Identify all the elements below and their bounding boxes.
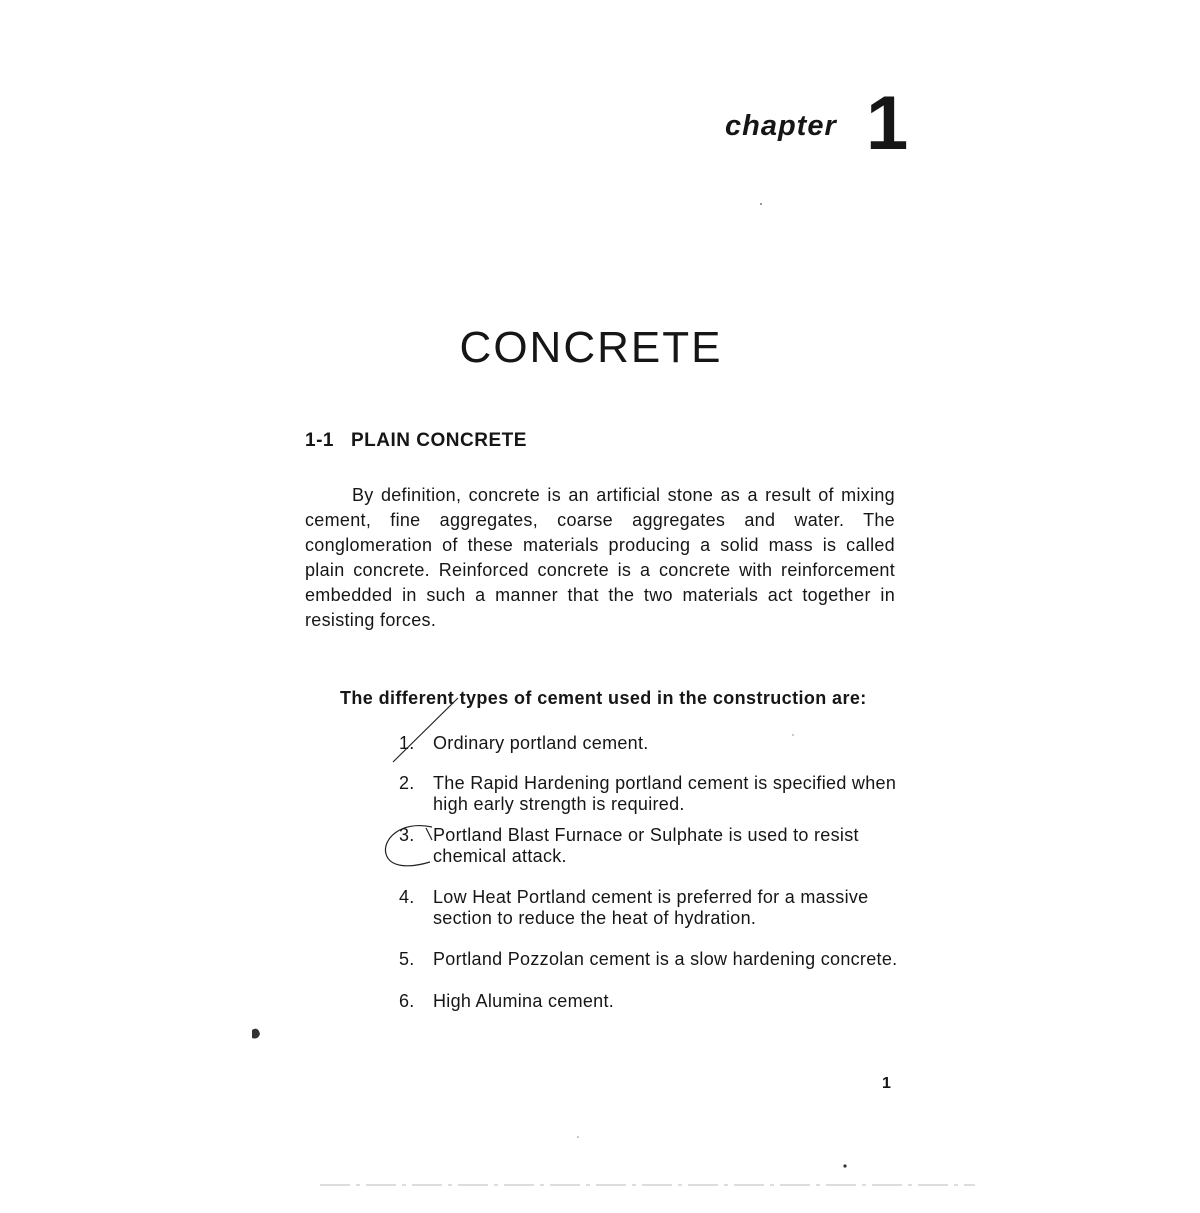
list-item-text: Portland Pozzolan cement is a slow hardening concrete. xyxy=(433,949,898,969)
list-item xyxy=(399,733,899,754)
list-item xyxy=(399,949,899,970)
list-item-text: High Alumina cement. xyxy=(433,991,615,1011)
chapter-title: CONCRETE xyxy=(459,323,723,372)
list-intro: The different types of cement used in the construction are: xyxy=(340,688,867,708)
cement-types-list xyxy=(399,733,899,1012)
list-item xyxy=(399,825,899,867)
scan-speck xyxy=(577,1136,579,1138)
chapter-label: chapter xyxy=(725,110,837,142)
chapter-number: 1 xyxy=(866,81,909,166)
list-item-text: Portland Blast Furnace or Sulphate is used to resist chemical attack. xyxy=(433,825,859,866)
ink-blot xyxy=(252,1029,260,1039)
page-number: 1 xyxy=(882,1075,891,1092)
section-heading xyxy=(305,430,527,452)
section-paragraph: By definition, concrete is an artificial stone as a result of mixing cement, fine aggregates, coarse aggregates and water. The conglomeration of these materials producing a solid mass is called plain concrete. Reinforced concrete is a concrete with reinforcement embedded in such a manner that the two materials act together in resisting forces. xyxy=(305,485,895,630)
section-title: PLAIN CONCRETE xyxy=(351,430,527,451)
list-item-text: Low Heat Portland cement is preferred for a massive section to reduce the heat of hydration. xyxy=(433,887,869,928)
section-number: 1-1 xyxy=(305,430,334,451)
list-item-marker: 5. xyxy=(399,949,415,969)
list-item-marker: 3. xyxy=(399,825,415,845)
list-item-marker: 4. xyxy=(399,887,415,907)
list-item-text: The Rapid Hardening portland cement is specified when high early strength is required. xyxy=(433,773,897,814)
list-item-marker: 1. xyxy=(399,733,415,753)
list-item xyxy=(399,991,899,1012)
scan-speck xyxy=(760,203,762,205)
list-item xyxy=(399,773,899,815)
list-item-marker: 2. xyxy=(399,773,415,793)
scan-speck xyxy=(843,1164,846,1167)
list-item-marker: 6. xyxy=(399,991,415,1011)
list-item-text: Ordinary portland cement. xyxy=(433,733,649,753)
list-item xyxy=(399,887,899,929)
